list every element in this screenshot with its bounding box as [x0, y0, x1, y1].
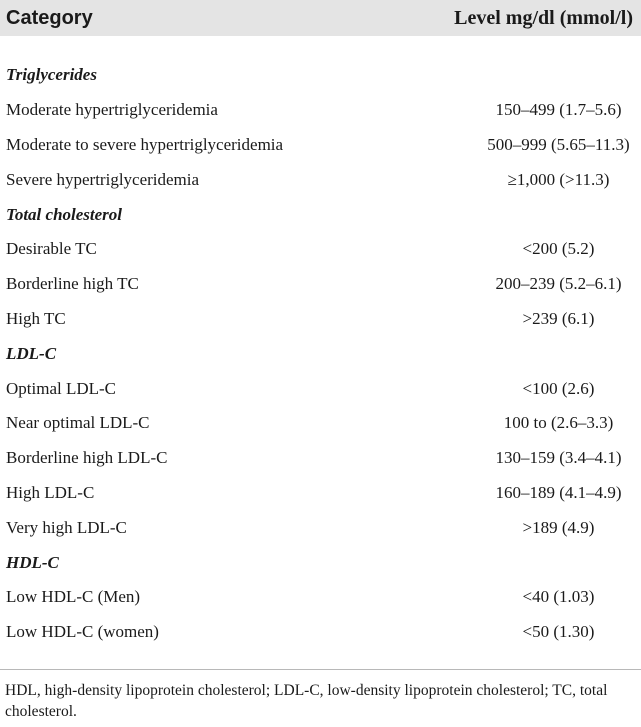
table-section-header [0, 545, 641, 580]
category-cell: Borderline high LDL-C [6, 448, 168, 468]
level-cell: 160–189 (4.1–4.9) [495, 482, 622, 502]
category-cell: High LDL-C [6, 482, 95, 502]
table-header-row [0, 0, 641, 36]
table-footnote: HDL, high-density lipoprotein cholesterol; LDL-C, low-density lipoprotein cholesterol; TC, total cholesterol. [5, 682, 608, 720]
table-row [0, 267, 641, 302]
table-row [0, 510, 641, 545]
category-cell: Very high LDL-C [6, 517, 127, 537]
level-cell: >239 (6.1) [522, 308, 595, 328]
category-cell: Low HDL-C (Men) [6, 587, 141, 607]
level-cell: 150–499 (1.7–5.6) [495, 100, 622, 120]
header-category: Category [6, 6, 93, 29]
section-label: Triglycerides [6, 65, 97, 85]
category-cell: Severe hypertriglyceridemia [6, 169, 200, 189]
table-row [0, 441, 641, 476]
level-cell: <40 (1.03) [522, 587, 595, 607]
section-label: Total cholesterol [6, 204, 123, 224]
category-cell: High TC [6, 308, 66, 328]
table-row [0, 162, 641, 197]
header-level: Level mg/dl (mmol/l) [454, 6, 633, 29]
table-row [0, 371, 641, 406]
category-cell: Desirable TC [6, 239, 97, 259]
section-label: HDL-C [6, 552, 59, 572]
section-label: LDL-C [6, 343, 57, 363]
level-cell: 200–239 (5.2–6.1) [495, 274, 622, 294]
category-cell: Low HDL-C (women) [6, 622, 159, 642]
category-cell: Moderate to severe hypertriglyceridemia [6, 134, 284, 154]
footnote-divider [0, 669, 641, 670]
table-section-header [0, 197, 641, 232]
table-row [0, 580, 641, 615]
category-cell: Borderline high TC [6, 274, 139, 294]
category-cell: Optimal LDL-C [6, 378, 117, 398]
table-section-header [0, 58, 641, 93]
category-cell: Moderate hypertriglyceridemia [6, 100, 218, 120]
level-cell: 100 to (2.6–3.3) [503, 413, 614, 433]
level-cell: <50 (1.30) [522, 622, 595, 642]
table-body [0, 36, 641, 650]
level-cell: >189 (4.9) [522, 517, 595, 537]
table-row [0, 302, 641, 337]
table-section-header [0, 336, 641, 371]
level-cell: 500–999 (5.65–11.3) [487, 134, 630, 154]
level-cell: <100 (2.6) [522, 378, 595, 398]
level-cell: ≥1,000 (>11.3) [507, 169, 610, 189]
table-row [0, 476, 641, 511]
table-row [0, 615, 641, 650]
table-row [0, 128, 641, 163]
level-cell: 130–159 (3.4–4.1) [495, 448, 622, 468]
table-row [0, 232, 641, 267]
level-cell: <200 (5.2) [522, 239, 595, 259]
table-row [0, 406, 641, 441]
category-cell: Near optimal LDL-C [6, 413, 150, 433]
table-row [0, 93, 641, 128]
